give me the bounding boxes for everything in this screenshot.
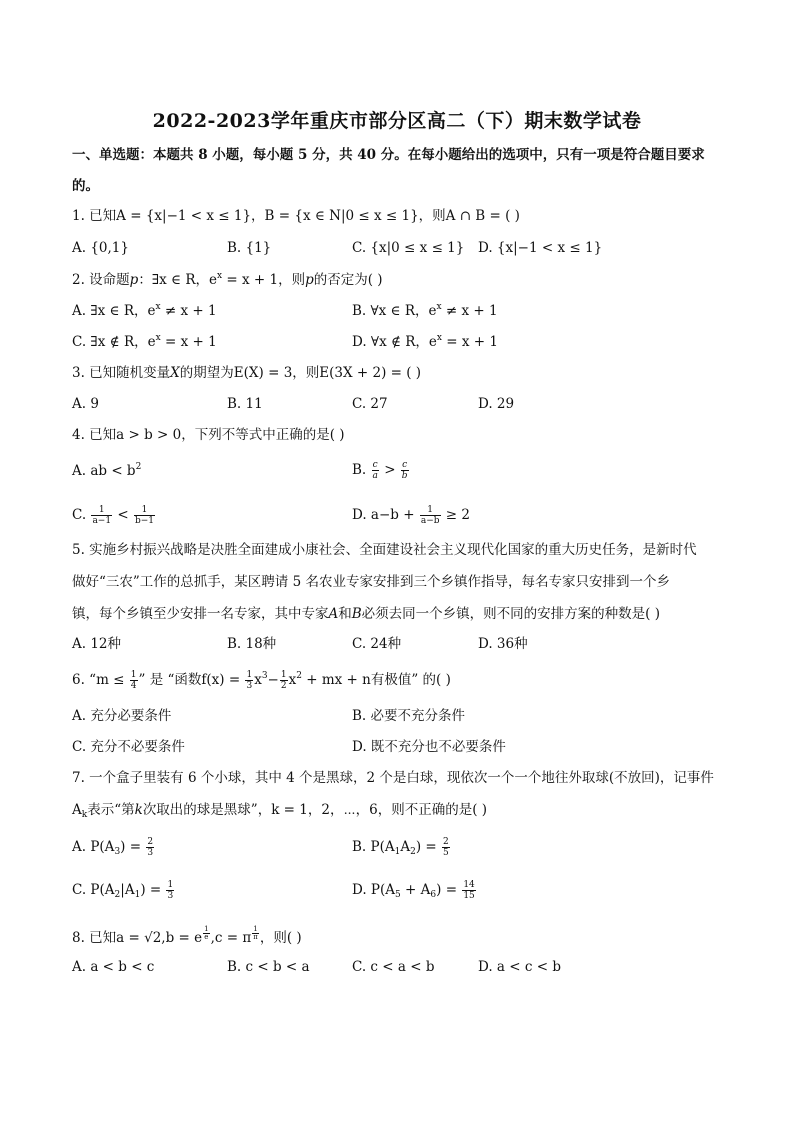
q5-option-c: C. 24种: [352, 636, 402, 652]
q1-option-d: D. {x|−1 < x ≤ 1}: [478, 240, 603, 256]
q3-option-a: A. 9: [72, 396, 99, 412]
q2-stem-eq: = x + 1，则: [222, 272, 306, 288]
q8-option-c: C. c < a < b: [352, 959, 435, 975]
q3-option-d: D. 29: [478, 396, 515, 412]
q4-option-c: C. $\frac{1}{a-1}$ < $\frac{1}{b-1}$: [72, 505, 155, 526]
q8-option-b: B. c < b < a: [227, 959, 310, 975]
q3-option-c: C. 27: [352, 396, 388, 412]
question-7-line-2: $A_k$表示“第k次取出的球是黑球”，k = 1，2，⋯，6，则不正确的是( ): [72, 802, 488, 820]
question-4-stem: 4. 已知a > b > 0，下列不等式中正确的是( ): [72, 427, 345, 443]
q1-option-c: C. {x|0 ≤ x ≤ 1}: [352, 240, 465, 256]
question-8-stem: 8. 已知a = √2,b = e $^{\frac{1}{e}}$ ,c = π $^{\frac{1}{\pi}}$ ，则( ): [72, 925, 302, 946]
question-7-line-1: 7. 一个盒子里装有 6 个小球，其中 4 个是黑球，2 个是白球，现依次一个一个地往外取球(不放回)，记事件: [72, 770, 714, 786]
q1-option-b: B. {1}: [227, 240, 272, 256]
q7-option-b: B. $P(A_1A_2)$ = $\frac{2}{5}$: [352, 837, 449, 858]
section-heading: 一、单选题：本题共 8 小题，每小题 5 分，共 40 分。在每小题给出的选项中，只有一项是符合题目要求: [72, 147, 705, 163]
page-title: 2022-2023学年重庆市部分区高二（下）期末数学试卷: [152, 110, 642, 132]
q2-option-a: A. ∃x ∈ R，$e^x \ne x + 1$: [72, 302, 217, 319]
q3-option-b: B. 11: [227, 396, 263, 412]
question-6-stem: 6. “m ≤ $\frac{1}{4}$ ” 是 “函数f(x) = $\frac{1}{3}$ $x^3-$ $\frac{1}{2}$ $x^2$ + mx + n有极值” 的( ): [72, 670, 451, 691]
q2-p2: p: [305, 272, 314, 288]
q2-option-c: C. ∃x ∉ R，$e^x = x + 1$: [72, 333, 217, 350]
question-3-stem: 3. 已知随机变量X的期望为E(X) = 3，则E(3X + 2) = ( ): [72, 365, 422, 381]
question-5-line-2: 做好“三农”工作的总抓手，某区聘请 5 名农业专家安排到三个乡镇作指导，每名专家只安排到一个乡: [72, 574, 670, 590]
question-5-line-3: 镇，每个乡镇至少安排一名专家，其中专家A和B必须去同一个乡镇，则不同的安排方案的种数是( ): [72, 606, 660, 622]
q6-option-a: A. 充分必要条件: [72, 708, 172, 724]
section-heading-cont: 的。: [72, 178, 99, 194]
q6-option-c: C. 充分不必要条件: [72, 739, 185, 755]
question-1-stem: 1. 已知A = {x|−1 < x ≤ 1}，B = {x ∈ N|0 ≤ x ≤ 1}，则A ∩ B = ( ): [72, 208, 520, 224]
q4-option-d: D. a−b + $\frac{1}{a-b}$ ≥ 2: [352, 505, 470, 526]
question-2-stem: [72, 271, 383, 289]
q2-stem-mid: ：∃x ∈ R，e: [138, 272, 217, 288]
q8-option-d: D. a < c < b: [478, 959, 561, 975]
q7-option-c: C. $P(A_2|A_1)$ = $\frac{1}{3}$: [72, 880, 174, 901]
q5-option-a: A. 12种: [72, 636, 122, 652]
q2-stem-post: 的否定为( ): [313, 272, 383, 288]
question-5-line-1: 5. 实施乡村振兴战略是决胜全面建成小康社会、全面建设社会主义现代化国家的重大历史任务，是新时代: [72, 542, 697, 558]
q1-option-a: A. {0,1}: [72, 240, 129, 256]
q6-option-d: D. 既不充分也不必要条件: [352, 739, 506, 755]
q7-option-d: D. $P(A_5 + A_6)$ = $\frac{14}{15}$: [352, 880, 475, 901]
q7-option-a: A. $P(A_3)$ = $\frac{2}{3}$: [72, 837, 154, 858]
q2-p: p: [129, 272, 139, 288]
q8-option-a: A. a < b < c: [72, 959, 155, 975]
q6-option-b: B. 必要不充分条件: [352, 708, 466, 724]
q2-exp: x: [217, 271, 223, 281]
q2-stem-pre: 2. 设命题: [72, 272, 130, 288]
q2-option-d: D. ∀x ∉ R，$e^x = x + 1$: [352, 333, 498, 350]
q4-option-b: B. $\frac{c}{a}$ > $\frac{c}{b}$: [352, 460, 408, 481]
q5-option-b: B. 18种: [227, 636, 277, 652]
q4-option-a: A. ab < $b^2$: [72, 462, 142, 479]
q2-option-b: B. ∀x ∈ R，$e^x \ne x + 1$: [352, 302, 498, 319]
q5-option-d: D. 36种: [478, 636, 528, 652]
